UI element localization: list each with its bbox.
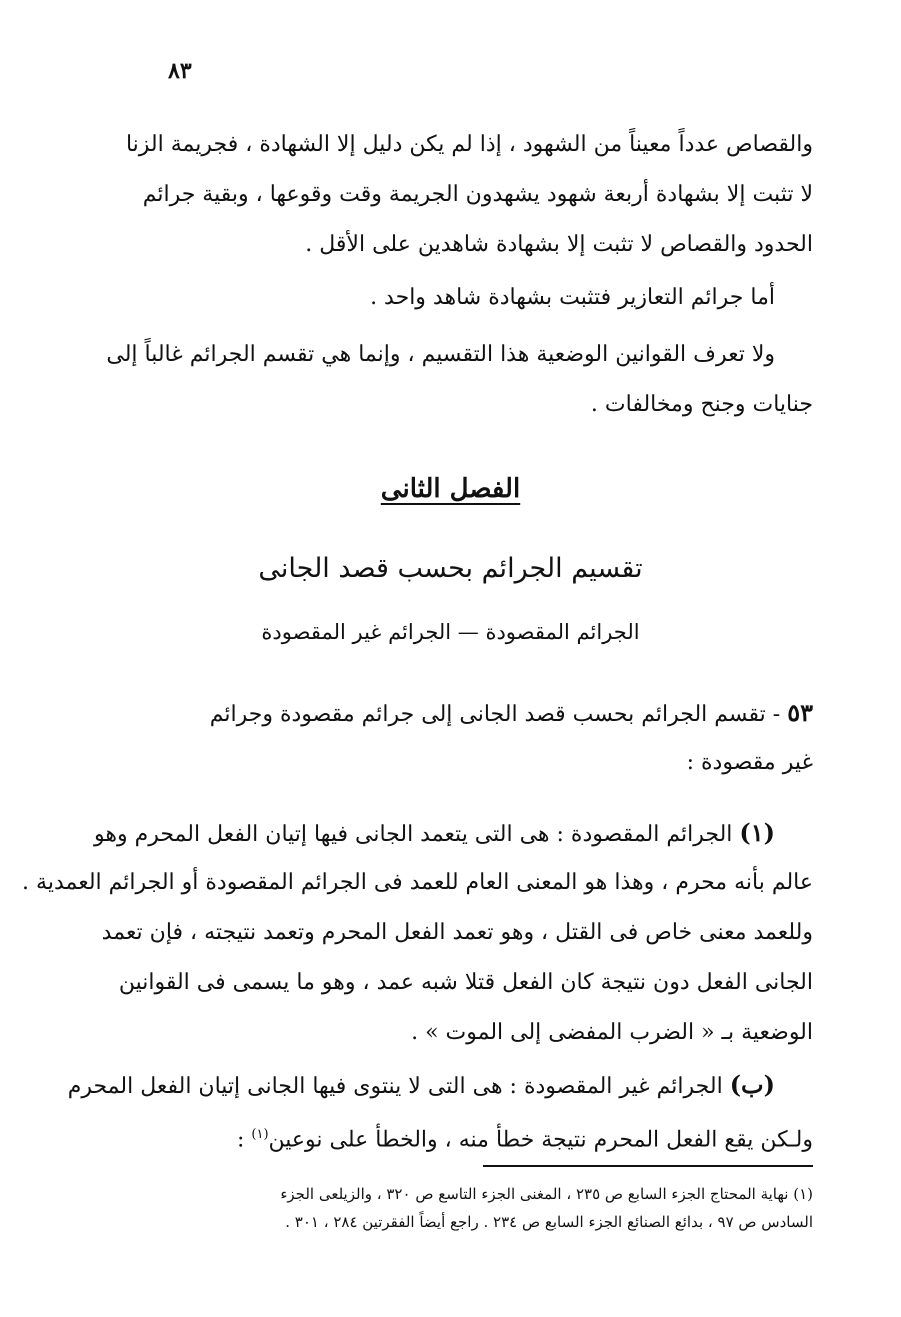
- text-line: ولا تعرف القوانين الوضعية هذا التقسيم ، وإنما هي تقسم الجرائم غالباً إلى: [106, 342, 775, 367]
- footnote-line: السادس ص ٩٧ ، بدائع الصنائع الجزء السابع ص ٢٣٤ . راجع أيضاً الفقرتين ٢٨٤ ، ٣٠١ .: [285, 1213, 813, 1231]
- text-line: [118, 1110, 813, 1160]
- section-title: تقسيم الجرائم بحسب قصد الجانى: [258, 553, 643, 584]
- footnote-line: (١) نهاية المحتاج الجزء السابع ص ٢٣٥ ، المغنى الجزء التاسع ص ٣٢٠ ، والزيلعى الجزء: [280, 1185, 813, 1203]
- section-subtitle: الجرائم المقصودة — الجرائم غير المقصودة: [261, 620, 640, 644]
- text-line: والقصاص عدداً معيناً من الشهود ، إذا لم يكن دليل إلا الشهادة ، فجريمة الزنا: [125, 132, 813, 157]
- positive-law-paragraph: [106, 330, 813, 430]
- opening-paragraph: [118, 120, 813, 270]
- taazir-paragraph: [118, 273, 813, 323]
- text-line: عالم بأنه محرم ، وهذا هو المعنى العام للعمد فى الجرائم المقصودة أو الجرائم العمدية .: [22, 870, 813, 895]
- paragraph-intentional-crimes: [22, 808, 813, 1058]
- footnotes: [130, 1180, 813, 1236]
- text-line: وللعمد معنى خاص فى القتل ، وهو تعمد الفعل المحرم وتعمد نتيجته ، فإن تعمد: [101, 920, 813, 945]
- text-line: [67, 1060, 813, 1110]
- paragraph-b-first-line: الجرائم غير المقصودة : هى التى لا ينتوى فيها الجانى إتيان الفعل المحرم: [67, 1074, 723, 1099]
- chapter-title: الفصل الثانى: [380, 474, 521, 504]
- text-line: الحدود والقصاص لا تثبت إلا بشهادة شاهدين على الأقل .: [305, 232, 813, 257]
- paragraph-b-second-line: ولـكن يقع الفعل المحرم نتيجة خطأ منه ، والخطأ على نوعين: [268, 1127, 813, 1153]
- text-line: [94, 808, 813, 858]
- paragraph-a-first-line: الجرائم المقصودة : هى التى يتعمد الجانى فيها إتيان الفعل المحرم وهو: [94, 822, 733, 847]
- footnote-reference[interactable]: (١): [251, 1127, 269, 1142]
- paragraph-53-first-line: - تقسم الجرائم بحسب قصد الجانى إلى جرائم مقصودة وجرائم: [209, 702, 781, 727]
- line-ending: :: [236, 1127, 252, 1153]
- paragraph-53: [118, 688, 813, 788]
- text-line: الوضعية بـ « الضرب المفضى إلى الموت » .: [411, 1020, 813, 1045]
- text-line: لا تثبت إلا بشهادة أربعة شهود يشهدون الجريمة وقت وقوعها ، وبقية جرائم: [142, 182, 813, 207]
- footnote-separator: [483, 1165, 813, 1167]
- page-number: ٨٣: [168, 58, 192, 84]
- text-line: غير مقصودة :: [686, 750, 813, 775]
- paragraph-number: ٥٣: [787, 698, 813, 727]
- text-line: أما جرائم التعازير فتثبت بشهادة شاهد واحد .: [370, 285, 775, 310]
- item-marker: (١): [739, 818, 775, 847]
- text-line: الجانى الفعل دون نتيجة كان الفعل قتلا شبه عمد ، وهو ما يسمى فى القوانين: [118, 970, 813, 995]
- text-line: جنايات وجنح ومخالفات .: [590, 392, 813, 417]
- text-line: [118, 688, 813, 738]
- paragraph-unintentional-crimes: [67, 1060, 813, 1160]
- item-marker: (ب): [729, 1070, 775, 1099]
